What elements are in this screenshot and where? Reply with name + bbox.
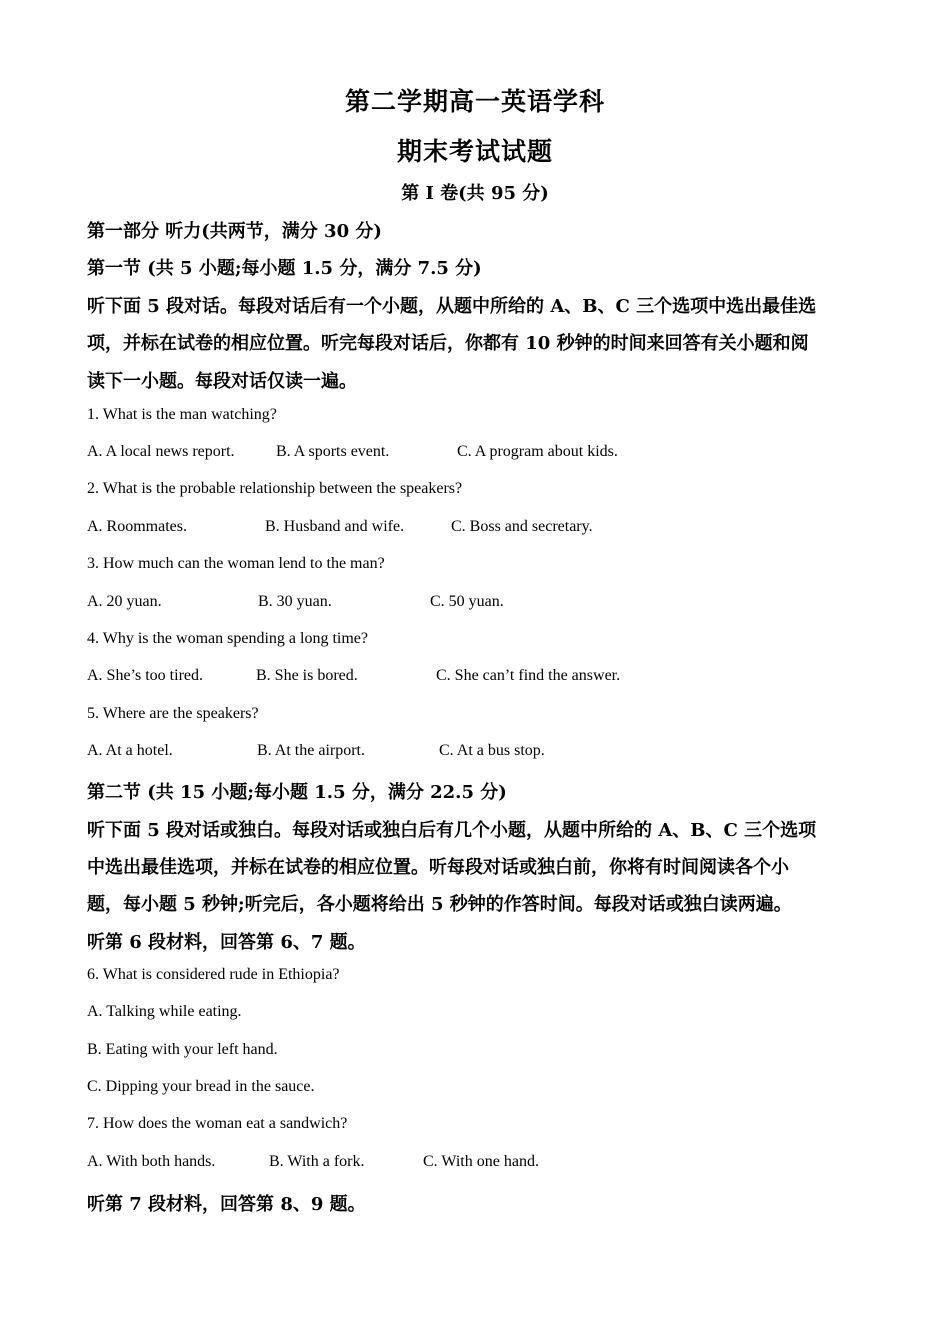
exam-subtitle: 期末考试试题 (396, 137, 553, 166)
q1-option-b: B. A sports event. (276, 443, 390, 460)
q7-option-a: A. With both hands. (87, 1153, 216, 1170)
section2-heading: 第二节 (共 15 小题;每小题 1.5 分，满分 22.5 分) (87, 782, 507, 803)
section1-instruction-line2: 项，并标在试卷的相应位置。听完每段对话后，你都有 10 秒钟的时间来回答有关小题和阅 (87, 333, 809, 354)
material-6-heading: 听第 6 段材料，回答第 6、7 题。 (87, 932, 366, 953)
part1-heading: 第一部分 听力(共两节，满分 30 分) (87, 221, 382, 242)
section1-instruction-line1: 听下面 5 段对话。每段对话后有一个小题，从题中所给的 A、B、C 三个选项中选出最佳选 (87, 296, 817, 317)
section2-instruction-line2: 中选出最佳选项，并标在试卷的相应位置。听每段对话或独白前，你将有时间阅读各个小 (87, 857, 789, 878)
question-4: 4. Why is the woman spending a long time? (87, 630, 368, 647)
q1-option-a: A. A local news report. (87, 443, 235, 460)
q7-option-b: B. With a fork. (269, 1153, 365, 1170)
question-3: 3. How much can the woman lend to the man? (87, 555, 385, 572)
q7-option-c: C. With one hand. (423, 1153, 539, 1170)
q5-option-b: B. At the airport. (257, 742, 365, 759)
exam-title: 第二学期高一英语学科 (344, 87, 605, 116)
q6-option-a: A. Talking while eating. (87, 1003, 242, 1020)
q3-option-a: A. 20 yuan. (87, 593, 162, 610)
question-7: 7. How does the woman eat a sandwich? (87, 1115, 348, 1132)
question-2: 2. What is the probable relationship between the speakers? (87, 480, 463, 497)
section1-instruction-line3: 读下一小题。每段对话仅读一遍。 (87, 371, 357, 392)
q2-option-a: A. Roommates. (87, 518, 187, 535)
volume-label: 第 I 卷(共 95 分) (401, 183, 549, 204)
q5-option-c: C. At a bus stop. (439, 742, 545, 759)
question-6: 6. What is considered rude in Ethiopia? (87, 966, 340, 983)
q3-option-b: B. 30 yuan. (258, 593, 332, 610)
q4-option-a: A. She’s too tired. (87, 667, 203, 684)
q1-option-c: C. A program about kids. (457, 443, 618, 460)
q5-option-a: A. At a hotel. (87, 742, 173, 759)
q4-option-c: C. She can’t find the answer. (436, 667, 621, 684)
section1-heading: 第一节 (共 5 小题;每小题 1.5 分，满分 7.5 分) (87, 258, 482, 279)
q2-option-c: C. Boss and secretary. (451, 518, 593, 535)
q2-option-b: B. Husband and wife. (265, 518, 405, 535)
question-1: 1. What is the man watching? (87, 406, 277, 423)
section2-instruction-line3: 题，每小题 5 秒钟;听完后，各小题将给出 5 秒钟的作答时间。每段对话或独白读两遍。 (87, 894, 792, 915)
question-5: 5. Where are the speakers? (87, 705, 259, 722)
q3-option-c: C. 50 yuan. (430, 593, 504, 610)
q6-option-c: C. Dipping your bread in the sauce. (87, 1078, 315, 1095)
q6-option-b: B. Eating with your left hand. (87, 1041, 278, 1058)
material-7-heading: 听第 7 段材料，回答第 8、9 题。 (87, 1194, 366, 1215)
q4-option-b: B. She is bored. (256, 667, 358, 684)
section2-instruction-line1: 听下面 5 段对话或独白。每段对话或独白后有几个小题，从题中所给的 A、B、C 三个选项 (87, 820, 817, 841)
